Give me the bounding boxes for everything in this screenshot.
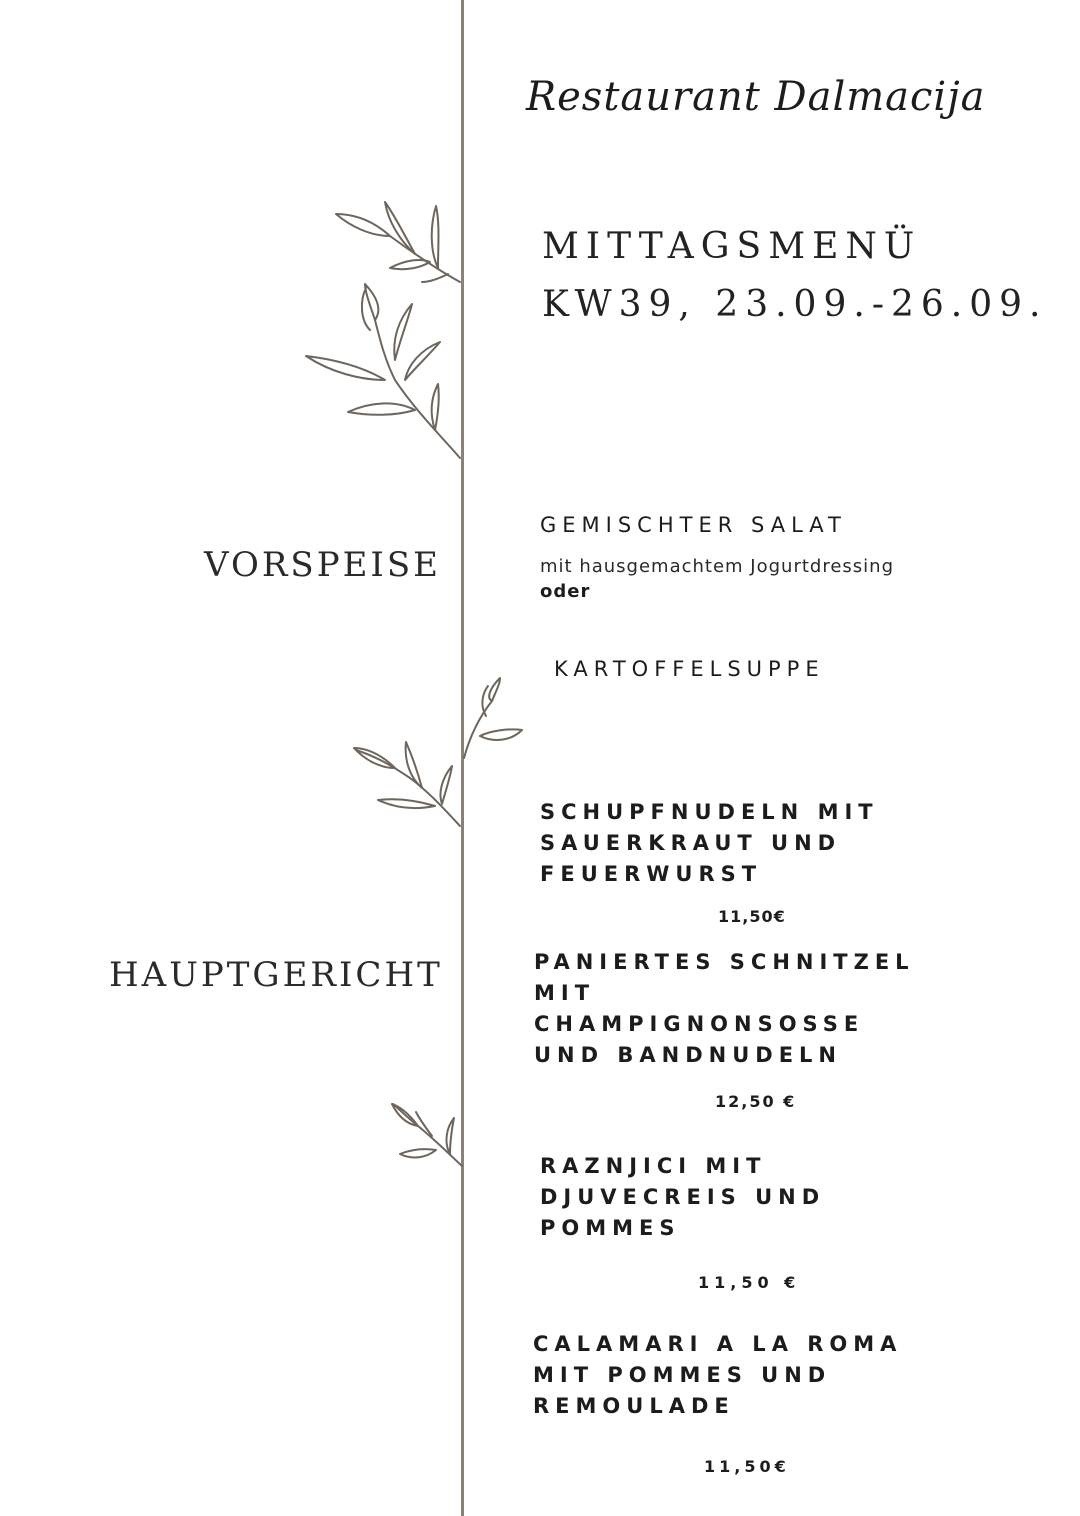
section-label-hauptgericht: HAUPTGERICHT [109, 955, 443, 995]
menu-title: MITTAGSMENÜ [542, 226, 922, 267]
main-dish-name: CALAMARI A LA ROMA MIT POMMES UND REMOULADE [533, 1332, 903, 1418]
leaf-branch-icon [388, 1098, 466, 1170]
main-dish-name: PANIERTES SCHNITZEL MIT CHAMPIGNONSOSSE UND BANDNUDELN [534, 950, 915, 1067]
leaf-branch-icon [350, 738, 465, 830]
main-dish-name: RAZNJICI MIT DJUVECREIS UND POMMES [540, 1154, 826, 1240]
starter-item-name: GEMISCHTER SALAT [540, 513, 847, 537]
leaf-branch-icon [460, 676, 526, 762]
main-dish-price: 11,50 € [698, 1273, 801, 1292]
restaurant-name: Restaurant Dalmacija [526, 74, 986, 120]
leaf-branch-icon [330, 196, 465, 288]
main-dish-price: 11,50€ [718, 907, 786, 926]
leaf-branch-icon [300, 280, 465, 462]
starter-item-name: KARTOFFELSUPPE [554, 657, 825, 681]
main-dish-price: 11,50€ [704, 1457, 790, 1476]
starter-separator: oder [540, 581, 591, 602]
menu-week: KW39, 23.09.-26.09. [542, 284, 1048, 325]
section-label-vorspeise: VORSPEISE [204, 545, 441, 585]
starter-item-description: mit hausgemachtem Jogurtdressing [540, 556, 895, 577]
main-dish-name: SCHUPFNUDELN MIT SAUERKRAUT UND FEUERWURST [540, 800, 879, 886]
main-dish-price: 12,50 € [715, 1092, 797, 1111]
